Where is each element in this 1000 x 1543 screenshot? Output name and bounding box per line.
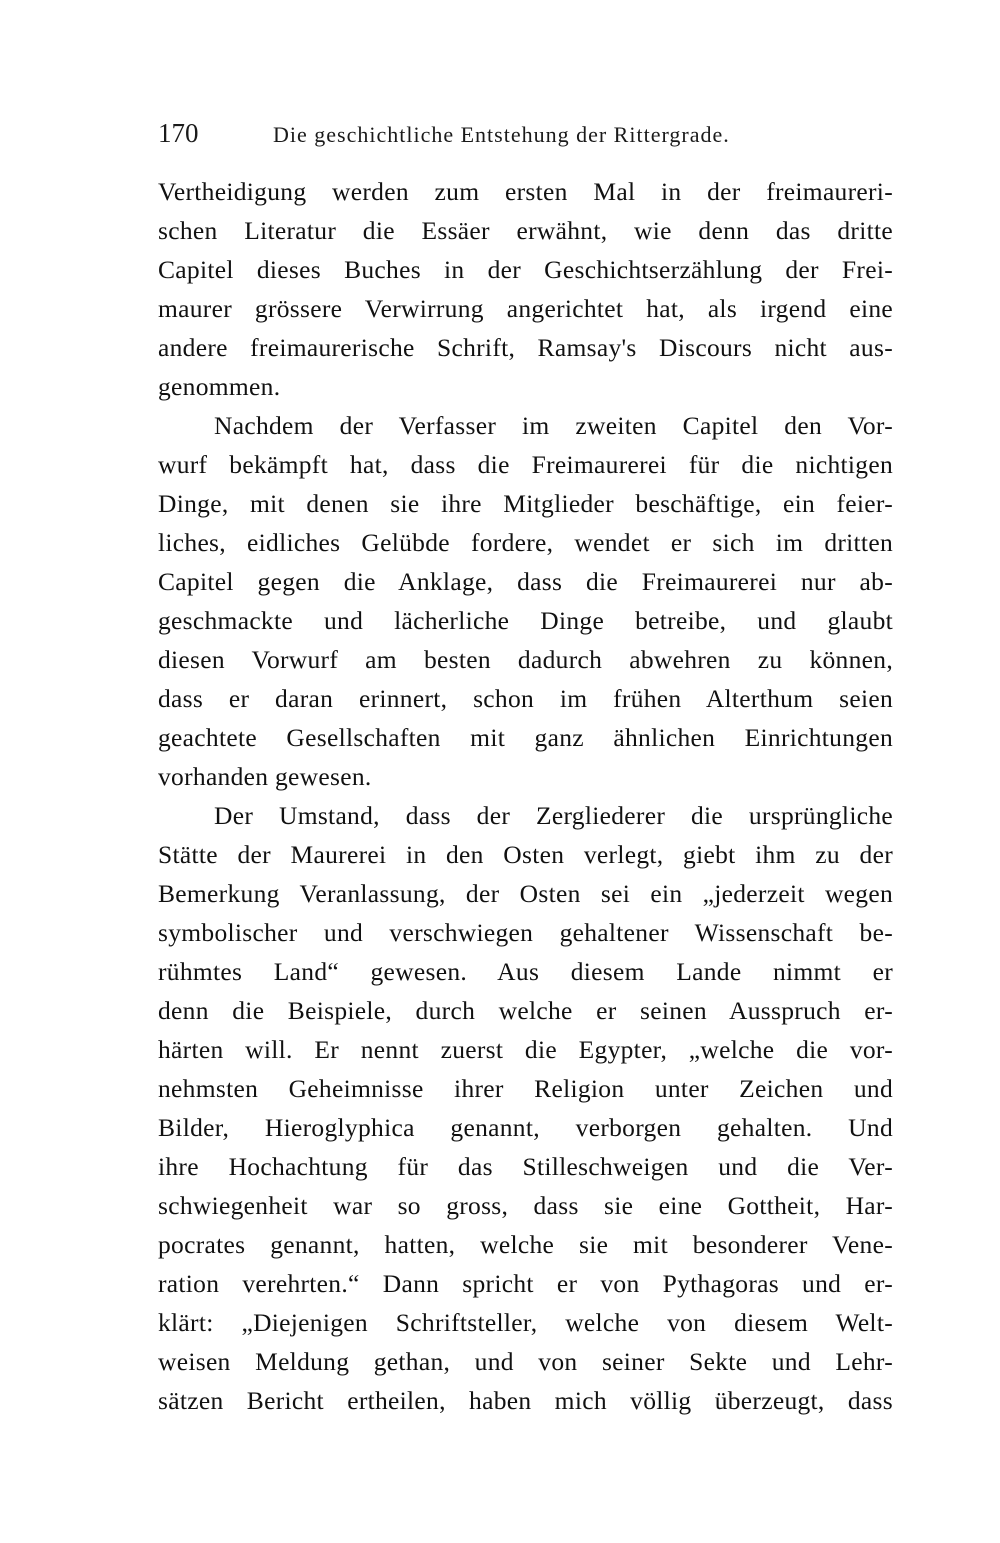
text-line: liches, eidliches Gelübde fordere, wendet er sich im dritten (158, 528, 893, 557)
text-line: rühmtes Land“ gewesen. Aus diesem Lande nimmt er (158, 957, 893, 986)
text-line: denn die Beispiele, durch welche er seinen Ausspruch er- (158, 996, 893, 1025)
text-line: vorhanden gewesen. (158, 762, 372, 791)
text-line: wurf bekämpft hat, dass die Freimaurerei für die nichtigen (158, 450, 893, 479)
text-line: geachtete Gesellschaften mit ganz ähnlichen Einrichtungen (158, 723, 893, 752)
text-line: maurer grössere Verwirrung angerichtet hat, als irgend eine (158, 294, 893, 323)
running-head (158, 115, 888, 151)
text-line: schen Literatur die Essäer erwähnt, wie denn das dritte (158, 216, 893, 245)
text-line: Capitel dieses Buches in der Geschichtserzählung der Frei- (158, 255, 893, 284)
text-line: Bemerkung Veranlassung, der Osten sei ein „jederzeit wegen (158, 879, 893, 908)
text-line: dass er daran erinnert, schon im frühen Alterthum seien (158, 684, 893, 713)
text-line: geschmackte und lächerliche Dinge betreibe, und glaubt (158, 606, 893, 635)
text-line: genommen. (158, 372, 281, 401)
text-line: ihre Hochachtung für das Stilleschweigen und die Ver- (158, 1152, 893, 1181)
text-line: sätzen Bericht ertheilen, haben mich völlig überzeugt, dass (158, 1386, 893, 1415)
text-line: Bilder, Hieroglyphica genannt, verborgen gehalten. Und (158, 1113, 893, 1142)
text-line: nehmsten Geheimnisse ihrer Religion unter Zeichen und (158, 1074, 893, 1103)
text-line: ration verehrten.“ Dann spricht er von Pythagoras und er- (158, 1269, 893, 1298)
text-line: weisen Meldung gethan, und von seiner Sekte und Lehr- (158, 1347, 893, 1376)
text-line: Dinge, mit denen sie ihre Mitglieder beschäftige, ein feier- (158, 489, 893, 518)
body-text (158, 172, 893, 1420)
text-line: symbolischer und verschwiegen gehaltener Wissenschaft be- (158, 918, 893, 947)
text-line: diesen Vorwurf am besten dadurch abwehren zu können, (158, 645, 893, 674)
text-line: Vertheidigung werden zum ersten Mal in der freimaureri- (158, 177, 893, 206)
text-line: andere freimaurerische Schrift, Ramsay's Discours nicht aus- (158, 333, 893, 362)
text-line: klärt: „Diejenigen Schriftsteller, welche von diesem Welt- (158, 1308, 893, 1337)
text-line: Stätte der Maurerei in den Osten verlegt, giebt ihm zu der (158, 840, 893, 869)
running-head-title: Die geschichtliche Entstehung der Rittergrade. (273, 122, 730, 147)
text-line: Der Umstand, dass der Zergliederer die ursprüngliche (214, 801, 893, 830)
text-line: härten will. Er nennt zuerst die Egypter, „welche die vor- (158, 1035, 893, 1064)
page-number: 170 (158, 118, 199, 148)
text-line: pocrates genannt, hatten, welche sie mit besonderer Vene- (158, 1230, 893, 1259)
text-line: schwiegenheit war so gross, dass sie eine Gottheit, Har- (158, 1191, 893, 1220)
text-line: Nachdem der Verfasser im zweiten Capitel den Vor- (214, 411, 893, 440)
text-line: Capitel gegen die Anklage, dass die Freimaurerei nur ab- (158, 567, 893, 596)
